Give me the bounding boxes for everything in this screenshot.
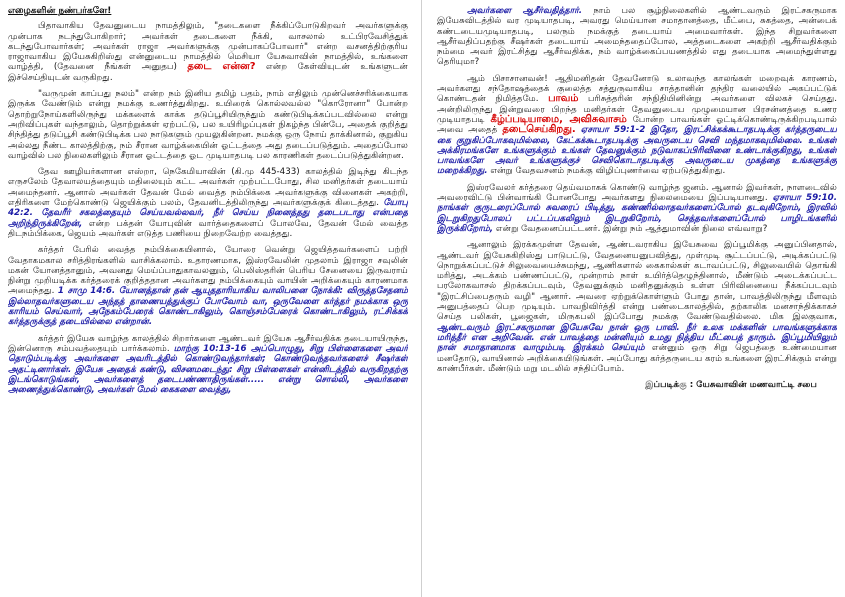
paragraph-5	[8, 334, 408, 396]
paragraph-9	[437, 240, 837, 374]
paragraph-1-end: என்ற கேள்வியுடன் உங்களுடன் இச்செய்தியுடன் வருகிறது.	[8, 62, 408, 83]
paragraph-5-text: கர்த்தர் இயேசு வாழ்ந்த காலத்தில் சிறார்களை ஆண்டவர் இயேசு ஆசீர்வதிக்க தடையாயிருந்த, இன்னொரு சம்பவத்தையும் பார்க்கலாம்.	[8, 333, 408, 354]
highlight-hinders: தடைசெய்கிறது.	[502, 124, 576, 136]
paragraph-3-text: தேவ ஊழியர்களான எஸ்றா, நெகேமியாவின் (கி.மு 445-433) காலத்தில் இடிந்து கிடந்த எருசலேம் தேவாலயத்தையும் மதிலையும் கட்ட அவர்கள் முற்பட்டபோது, சில மனிதர்கள் தடையாய் அமைந்தனர். ஆனால் அவர்கள் தேவன் மேல் வைத்த நம்பிக்கை அவர்களுக்கு வினைகள் அகற்றி, எதிரிகளை மேற்கொண்டு ஜெயிக்கும் பலம், தேவனிடத்திலிருந்து அவர்களுக்குக் கிடைத்தது.	[8, 167, 408, 209]
paragraph-7-text-b: பரிசுத்தரின் சந்நிதியினின்று அவர்களை விலகச் செய்தது. அன்றிலிருந்து இன்றுவரை பிறந்த மனிதர்கள் தேவனுடைய முழுமையான பிரசன்னத்தை உணர முடியாதபடி	[437, 94, 837, 125]
verse-job: யோபு 42:2. தேவரீர் சகலத்தையும் செய்யவல்லவர், நீர் செய்ய நினைத்தது தடைபடாது	[8, 198, 408, 219]
paragraph-9-text: ஆனாலும் இரக்கமுள்ள தேவன், ஆண்டவராகிய இயேசுவை இப்பூமிக்கு அனுப்பினதால், ஆண்டவர் இயேசுகிறிஸ்து பாடுபட்டு, வேதனையனுபவித்து, முள்முடி சூட்டப்பட்டு, அடிக்கப்பட்டு நொறுக்கப்பட்டுச் சிலுவையைச்சுமந்து, ஆணிகளால் கைகால்கள் கடாவப்பட்டு, சிலுவையில் தொங்கி மரித்து, அடக்கம் பண்ணப்பட்டு, முன்றாம் நாள் உயிர்த்தெழுந்தினால், மீண்டும் அடைக்கப்பட்ட பரலோகவாசல் திறக்கப்படவும், தேவனுக்கும் மனிதனுக்கும் உள்ள பிரிவினையை நீக்கப்படவும் "இரட்சிப்பைதரும் வழி" ஆனார். அவரை ஏற்றுக்கொள்ளும் போது தான், பாவத்திலிருந்து மீளவும் அனுபத்தைப் பெற முடியும். பாவநிவிர்த்தி என்று பண்டைகாலத்தில், தற்காலிக மனசாந்திக்காகச் செய்த பலிகள், பூஜைகள், மிருகபலி இப்போது நமக்கு வேண்டுவதில்லை. மிக இலகுவாக,	[437, 240, 837, 323]
paragraph-7	[437, 74, 837, 177]
paragraph-8	[437, 183, 837, 234]
paragraph-1	[8, 21, 408, 83]
paragraph-4	[8, 245, 408, 327]
prayer-text: ஆண்டவரும் இரட்சகருமான இயேசுவே நான் ஒரு பாவி. நீர் உலக மக்களின் பாவங்களுக்காக மரித்தீர் என அறிவேன். என் பாவத்தை மன்னியும் உமது நித்திய மீட்பைத் தாரும். இப்பூமியிலும் நான் சமாதானமாக வாழும்படி இரக்கம் செய்யும்	[437, 322, 837, 354]
verse-samuel: 1 சாமு 14:6. யோனத்தான் தன் ஆயுததாரியாகிய வாலிபனை நோக்கி: விருத்தசேதனம் இல்லாதவர்களுடைய அந்தத் தாணையத்துக்குப் போவோம் வா, ஒருவேளை கர்த்தர் நமக்காக ஒரு காரியம் செய்வார், அநேகம்பேரைக் கொண்டாகிலும், கொஞ்சம்பேரைக் கொண்டாகிலும், ரட்சிக்கக் கர்த்தருக்குத் தடையில்லை என்றான்.	[8, 286, 408, 328]
highlight-disobedience: கீழ்ப்படியாமை, அவிசுவாசம்	[490, 113, 627, 125]
signature: இப்படிக்கு : யேசுவாவின் மணவாட்டி சபை	[645, 380, 817, 391]
verse-isaiah-59-1: ஏசாயா 59:1-2 இதோ, இரட்சிக்கக்கூடாதபடிக்கு கர்த்தருடைய கை குறுகிப்போகவுமில்லை, கேட்கக்கூடாதபடிக்கு அவருடைய செவி மந்தமாகவுமில்லை. உங்கள் அக்கிரமங்களே உங்களுக்கும் உங்கள் தேவனுக்கும் நடுவாகப்பிரிவினை உண்டாக்குகிறது, உங்கள் பாவங்களே அவர் உங்களுக்குச் செவிகொடாதபடிக்கு அவருடைய முகத்தை உங்களுக்கு மறைக்கிறது.	[437, 125, 837, 177]
paragraph-9-end: என்னும் ஒரு சிறு ஜெபத்தை உண்மையான மனதோடு, வாயினால் அறிக்கையிடுங்கள். அப்போது கர்த்தருடைய கரம் உங்களை இரட்சிக்கும் என்று காண்பீர்கள். மீண்டும் மறு மடலில் சந்திப்போம்.	[437, 343, 837, 374]
highlight-sin: பாவம்	[548, 93, 579, 105]
paragraph-8-text-b: என்று வேதனைப்பட்டனர். இன்று நம் ஆத்துமாவின் நிலை எவ்வாறு?	[495, 223, 768, 234]
verse-mark-end: அவர்களை ஆசீர்வதித்தார்.	[467, 6, 583, 16]
column-divider	[421, 0, 422, 597]
paragraph-6	[437, 6, 837, 68]
paragraph-4-text: கர்த்தர் பேரில் வைத்த நம்பிக்கையினால், யோரை வென்று ஜெயித்தவர்களைப் பற்றி வேதாகமகால சரித்திரங்களில் வாசிக்கலாம். உதாரணமாக, இஸ்ரவேலின் முதலாம் இராஜா சவுலின் மகன் யோனத்தானும், அவனது மெய்ப்பாதுகாவலனும், பெலிஸ்தரின் பெரிய சேனையை இருவராய் நின்று முறியடிக்க கர்த்தரைக் குறித்ததான அவர்களது நம்பிக்கையும் வாயின் அறிக்கையும் காரணமாக அமைந்தது.	[8, 245, 408, 297]
paragraph-3	[8, 167, 408, 239]
paragraph-7-text-d: என்று வேதவசனம் நமக்கு விழிப்புணர்வை ஏற்படுத்துகிறது.	[490, 166, 726, 177]
paragraph-6-text: நாம் பல சூழ்நிலைகளில் ஆண்டவரும் இரட்சகருமாக இயேசுவிடத்தில் வர முடியாதபடி, அவரது மெய்யான சமாதானத்தை, மீட்பை, சுகத்தை, அன்பைக் கண்டடையமுடியாதபடி, பலரும் நமக்குத் தடையாய் அமைவார்கள். இந்த சிறுவர்களை ஆசீர்வதிப்பதற்கு சீஷர்கள் தடையாய் அமைந்ததைப்போல, அத்தடைகளை அகற்றி ஆசீர்வதிக்கும் நம்மை அவர் இரட்சித்து ஆசீர்வதிக்க, நம் வாழ்க்கைப்பயணத்தில் எது தடையாக அமைந்துள்ளது தெரியுமா?	[437, 6, 837, 68]
highlight-question: தடை என்ன?	[187, 61, 256, 73]
right-column	[437, 6, 837, 591]
paragraph-8-text-a: இஸ்ரவேலர் கர்த்தரை தெய்வமாகக் கொண்டு வாழ்ந்த ஜனம். ஆனால் இவர்கள், நாளடைவில் அவரைவிட்டு பின்வாங்கி போனபோது அவர்களது நிலைமையை இப்படியானது.	[437, 182, 837, 204]
verse-job-end: என்பதை அறிந்திருக்கிறேன்,	[8, 208, 408, 229]
paragraph-3-end: என்ற பக்தன் யோபுவின் வார்த்தைகளைப் போலவே, தேவன் மேல் வைத்த திடநம்பிக்கை, ஜெயம் அவர்கள் எடுத்த பணியை நிறைவேற்ற வைத்தது.	[8, 218, 408, 239]
article-heading: எழைகளின் நண்பர்களே!	[8, 6, 112, 16]
paragraph-2: "வருமுன் காப்பது நலம்" என்ற நம் இனிய தமிழ் பதம், நாம் எதிலும் முன்னெச்சரிக்கையாக இருக்க வேண்டும் என்று நமக்கு உணர்த்துகிறது. உயிரைக் கொல்லவல்ல "கொரோனா" போன்ற தொற்றுநோய்களிலிருந்து மக்களைக் காக்க தடுப்பூசியிருந்தும் கண்டுபிடிக்கப்படவில்லை என்று அறிவிப்புகள் வந்தாலும், தொற்றுக்கள் ஏற்பட்டு, பல உயிரிழப்புகள் நிகழ்ந்த பின்பே, அதைக் குறித்து சிந்தித்து தடுப்பூசி கண்டுபிடிக்க பல நாடுகளும் முயலுகின்றன. நமக்கு ஒரு நோய் தாக்கினால், குறுகிய அல்லது நீண்ட காலத்திற்கு, நம் சீரான வாழ்க்கையின் ஓட்டத்தை அது தடைப்படுத்தும். அதைப்போல வாழ்வில் பல நிலைகளிலும் சீரான ஓட்டத்தை ஓட முடியாதபடி பல காரணிகள் தடைப்படுத்துகின்றன.	[8, 89, 408, 161]
paragraph-7-text-a: ஆம் பிசாசானவன்! ஆதிமனிதன் தேவனோடு உலாவந்த காலங்கள் மறைவுக் காரணம், அவர்களது சந்தோஷத்தைக் குலைத்த சத்துருவாகிய சாத்தானின் தந்திர வலையில் அகப்பட்டுக் கொண்டதன் நிமித்தமே.	[437, 73, 837, 105]
paragraph-7-text-c: போன்ற பாவங்கள் ஓட்டிக்கொண்டிருக்கிறபடியால் அவை அதைத்	[437, 114, 837, 136]
verse-mark: மாற்கு 10:13-16 அப்பொழுது, சிறு பிள்ளைகளை அவர் தொடும்படிக்கு அவர்களை அவரிடத்தில் கொண்டுவந்தார்கள்; கொண்டுவந்தவர்களைச் சீஷர்கள் அதட்டினார்கள். இயேசு அதைக் கண்டு, விசனமடைந்து: சிறு பிள்ளைகள் என்னிடத்தில் வருகிறதற்கு இடங்கொடுங்கள், அவர்களைத் தடைபண்ணாதிருங்கள்..... என்று சொல்லி, அவர்களை அணைத்துக்கொண்டு, அவர்கள் மேல் கைகளை வைத்து,	[8, 343, 408, 396]
verse-isaiah-59-10: ஏசாயா 59:10. நாங்கள் குருடரைப்போல் சுவரைப் பிடித்து, கண்ணில்லாதவர்களைப்போல் தடவுகிறோம், இரவில் இடறுகிறதுபோலப் பட்டப்பகலிலும் இடறுகிறோம், செத்தவர்களைப்போல் பாழிடங்களில் இருக்கிறோம்,	[437, 193, 837, 234]
left-column	[8, 6, 408, 591]
paragraph-1-text: பிதாவாகிய தேவனுடைய நாமத்திலும், "தடைகளை நீக்கிப்போடுகிறவர் அவர்களுக்கு முன்பாக நடந்துபோகிறார்; அவர்கள் தடைகளை நீக்கி, வாசலால் உட்பிரவேசித்துக் கடந்துபோவார்கள்; அவர்கள் ராஜா அவர்களுக்கு முன்பாகப்போவார்" என்ற வசனத்திற்குரிய ராஜாவாகிய இயேசுகிறிஸ்து என்னுடைய நாமத்தில் மெசியா யேசுவாவின் நாமத்தில், உங்களை வாழ்த்தி, (தேவனை நீங்கள் அனுதப)	[8, 21, 408, 73]
